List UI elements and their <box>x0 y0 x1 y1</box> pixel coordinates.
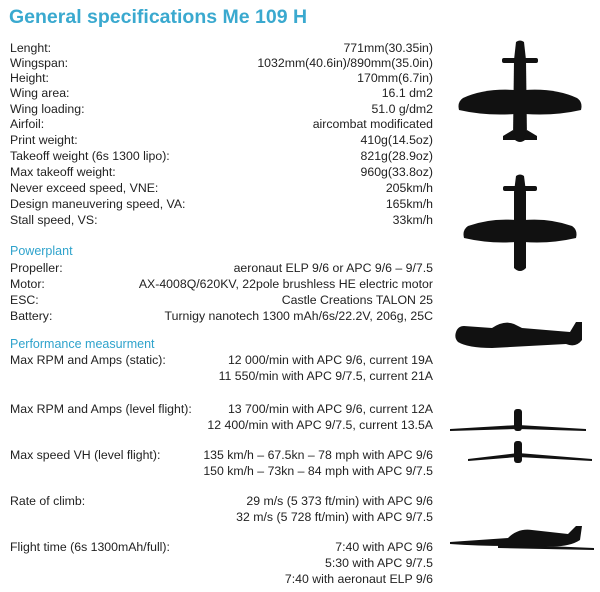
performance-label: Max speed VH (level flight): <box>10 448 161 462</box>
spec-label: Wingspan: <box>10 56 69 70</box>
performance-value: 12 000/min with APC 9/6, current 19A <box>227 353 433 367</box>
spec-label: Wing area: <box>10 86 70 100</box>
spec-value: 821g(28.9oz) <box>360 149 433 163</box>
spec-label: Lenght: <box>10 41 52 55</box>
spec-label: Never exceed speed, VNE: <box>10 181 159 195</box>
powerplant-value: AX-4008Q/620KV, 22pole brushless HE electric motor <box>138 277 433 291</box>
performance-label: Rate of climb: <box>10 494 86 508</box>
spec-label: Print weight: <box>10 133 78 147</box>
page-title: General specifications Me 109 H <box>9 6 308 28</box>
performance-value: 12 400/min with APC 9/7.5, current 13.5A <box>207 418 433 432</box>
performance-label: Max RPM and Amps (static): <box>10 353 166 367</box>
performance-value: 7:40 with aeronaut ELP 9/6 <box>284 572 433 586</box>
airplane-front-view-icon <box>448 407 596 467</box>
powerplant-label: Propeller: <box>10 261 63 275</box>
powerplant-label: ESC: <box>10 293 39 307</box>
spec-label: Height: <box>10 71 49 85</box>
performance-value: 7:40 with APC 9/6 <box>335 540 433 554</box>
airplane-top-view-icon <box>455 40 585 152</box>
performance-label: Flight time (6s 1300mAh/full): <box>10 540 170 554</box>
spec-value: 16.1 dm2 <box>381 86 433 100</box>
spec-label: Wing loading: <box>10 102 85 116</box>
powerplant-value: Castle Creations TALON 25 <box>281 293 433 307</box>
powerplant-value: Turnigy nanotech 1300 mAh/6s/22.2V, 206g, 25C <box>164 309 433 323</box>
spec-value: 771mm(30.35in) <box>343 41 433 55</box>
performance-value: 135 km/h – 67.5kn – 78 mph with APC 9/6 <box>203 448 433 462</box>
spec-value: 205km/h <box>385 181 433 195</box>
airplane-bottom-view-icon <box>460 174 580 274</box>
performance-heading: Performance measurment <box>10 337 155 351</box>
spec-label: Airfoil: <box>10 117 45 131</box>
powerplant-value: aeronaut ELP 9/6 or APC 9/6 – 9/7.5 <box>233 261 433 275</box>
spec-value: aircombat modificated <box>312 117 433 131</box>
powerplant-label: Battery: <box>10 309 53 323</box>
spec-value: 1032mm(40.6in)/890mm(35.0in) <box>257 56 433 70</box>
performance-value: 5:30 with APC 9/7.5 <box>324 556 433 570</box>
performance-value: 32 m/s (5 728 ft/min) with APC 9/7.5 <box>236 510 433 524</box>
spec-value: 960g(33.8oz) <box>360 165 433 179</box>
spec-value: 33km/h <box>392 213 433 227</box>
spec-value: 165km/h <box>385 197 433 211</box>
spec-label: Stall speed, VS: <box>10 213 98 227</box>
spec-value: 51.0 g/dm2 <box>371 102 433 116</box>
spec-value: 170mm(6.7in) <box>357 71 433 85</box>
performance-value: 13 700/min with APC 9/6, current 12A <box>227 402 433 416</box>
performance-value: 11 550/min with APC 9/7.5, current 21A <box>218 369 433 383</box>
powerplant-heading: Powerplant <box>10 244 73 258</box>
airplane-side-view-icon <box>452 318 586 354</box>
spec-label: Takeoff weight (6s 1300 lipo): <box>10 149 170 163</box>
performance-value: 150 km/h – 73kn – 84 mph with APC 9/7.5 <box>203 464 433 478</box>
spec-label: Design maneuvering speed, VA: <box>10 197 186 211</box>
spec-label: Max takeoff weight: <box>10 165 116 179</box>
performance-value: 29 m/s (5 373 ft/min) with APC 9/6 <box>246 494 433 508</box>
airplane-perspective-view-icon <box>448 522 598 558</box>
powerplant-label: Motor: <box>10 277 45 291</box>
performance-label: Max RPM and Amps (level flight): <box>10 402 192 416</box>
spec-value: 410g(14.5oz) <box>360 133 433 147</box>
